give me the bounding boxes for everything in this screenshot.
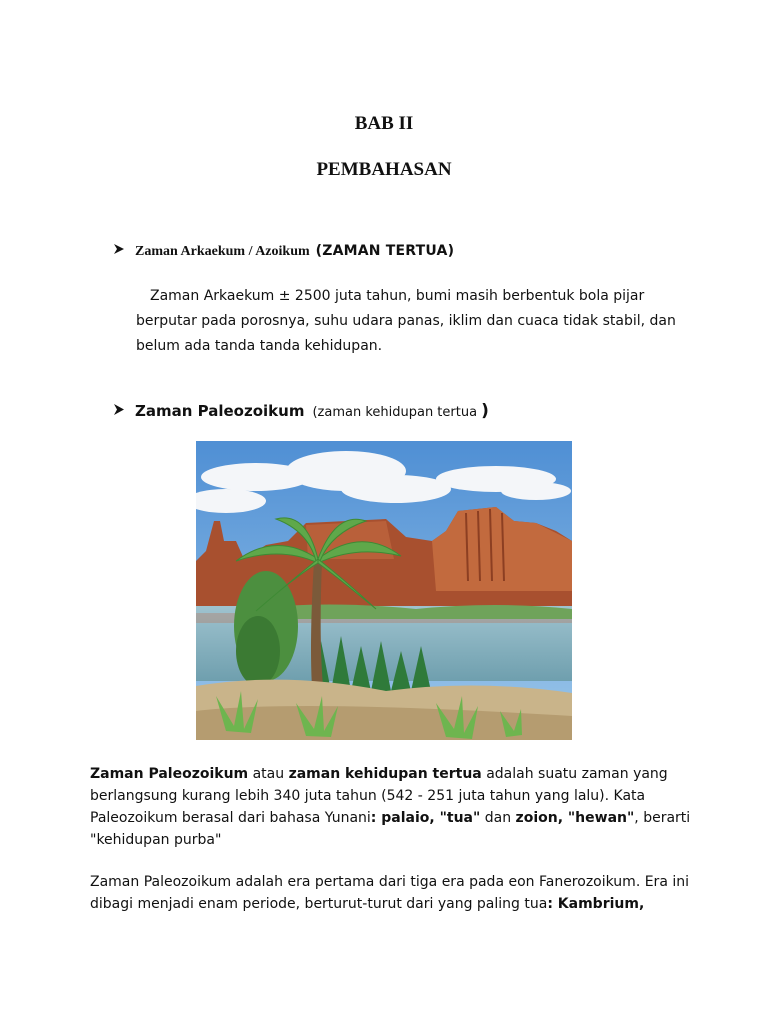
page-title: PEMBAHASAN	[316, 159, 452, 180]
term-palaio: : palaio, "tua"	[370, 810, 481, 826]
section-subtitle-close: )	[481, 401, 489, 421]
paleozoic-landscape-illustration	[196, 441, 572, 740]
term-zaman-kehidupan-tertua: zaman kehidupan tertua	[288, 766, 482, 782]
text-fragment: dan	[480, 810, 516, 826]
section-arkaekum-heading	[113, 243, 454, 260]
section-title: Zaman Paleozoikum	[135, 402, 305, 420]
text-fragment: , berarti "kehidupan purba"	[90, 810, 691, 848]
section-title: Zaman Arkaekum / Azoikum	[135, 244, 310, 259]
term-paleozoikum: Zaman Paleozoikum	[90, 766, 249, 782]
text-fragment: atau	[248, 766, 289, 782]
arrow-bullet-icon	[113, 243, 125, 260]
term-zoion: zoion, "hewan"	[515, 810, 635, 826]
paleozoikum-paragraph-2	[90, 871, 700, 915]
section-subtitle: (ZAMAN TERTUA)	[315, 243, 455, 259]
chapter-heading: BAB II	[354, 113, 414, 134]
text-fragment: adalah suatu zaman yang berlangsung kurang lebih 340 juta tahun (542 - 251 juta tahun yang lalu). Kata Paleozoikum berasal dari bahasa Yunani	[90, 766, 668, 826]
arrow-bullet-icon	[113, 403, 125, 421]
arkaekum-paragraph: Zaman Arkaekum ± 2500 juta tahun, bumi masih berbentuk bola pijar berputar pada porosnya, suhu udara panas, iklim dan cuaca tidak stabil, dan belum ada tanda tanda kehidupan.	[136, 288, 676, 354]
paleozoikum-paragraph-1	[90, 763, 700, 851]
section-paleozoikum-heading	[113, 401, 489, 421]
text-fragment: Zaman Paleozoikum adalah era pertama dari tiga era pada eon Fanerozoikum. Era ini dibagi menjadi enam periode, berturut-turut dari yang paling tua	[90, 874, 689, 912]
term-kambrium: : Kambrium,	[547, 896, 645, 912]
section-subtitle: (zaman kehidupan tertua	[312, 405, 478, 420]
